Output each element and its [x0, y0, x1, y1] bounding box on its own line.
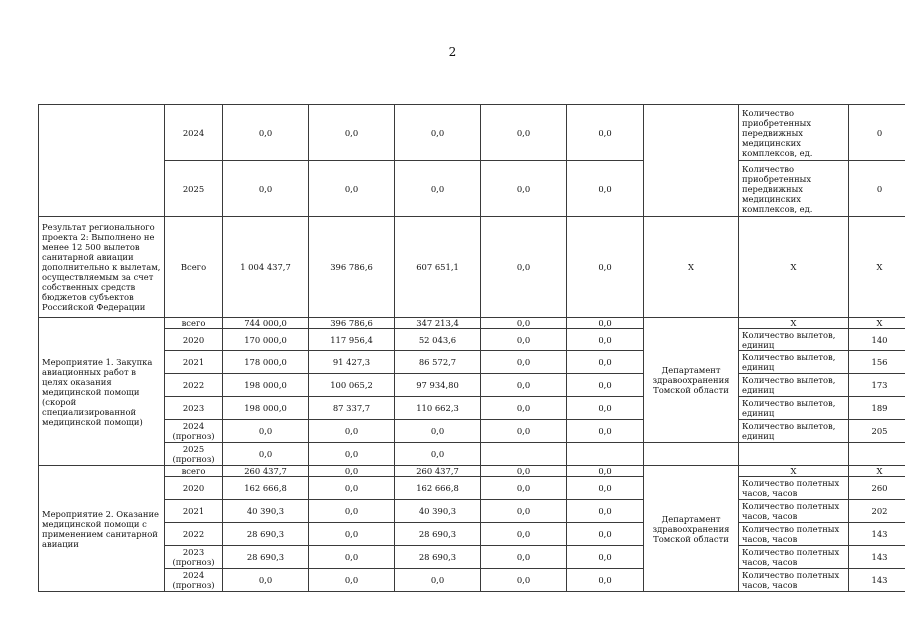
regional-cell: 40 390,3	[395, 500, 481, 523]
federal-cell: 396 786,6	[309, 217, 395, 318]
regional-cell: 52 043,6	[395, 329, 481, 351]
department-cell	[644, 105, 739, 217]
federal-cell: 87 337,7	[309, 397, 395, 420]
federal-cell: 0,0	[309, 466, 395, 477]
value-cell: 0	[849, 105, 905, 161]
regional-cell: 607 651,1	[395, 217, 481, 318]
local-cell: 0,0	[481, 105, 567, 161]
year-cell: 2021	[165, 500, 223, 523]
year-cell: 2020	[165, 329, 223, 351]
regional-cell: 260 437,7	[395, 466, 481, 477]
total-cell: 1 004 437,7	[223, 217, 309, 318]
extra-cell: 0,0	[567, 105, 644, 161]
local-cell: 0,0	[481, 329, 567, 351]
total-cell: 28 690,3	[223, 546, 309, 569]
year-cell: 2024 (прогноз)	[165, 420, 223, 443]
regional-cell: 0,0	[395, 161, 481, 217]
regional-cell: 0,0	[395, 420, 481, 443]
value-cell: 0	[849, 161, 905, 217]
value-cell: X	[849, 217, 905, 318]
indicator-cell: Количество полетных часов, часов	[739, 523, 849, 546]
total-cell: 260 437,7	[223, 466, 309, 477]
value-cell: 156	[849, 351, 905, 374]
local-cell: 0,0	[481, 351, 567, 374]
federal-cell: 0,0	[309, 569, 395, 592]
extra-cell: 0,0	[567, 477, 644, 500]
extra-cell	[567, 443, 644, 466]
value-cell	[849, 443, 905, 466]
extra-cell: 0,0	[567, 500, 644, 523]
year-cell: 2024 (прогноз)	[165, 569, 223, 592]
value-cell: 202	[849, 500, 905, 523]
table-row	[39, 351, 905, 374]
year-cell: всего	[165, 466, 223, 477]
value-cell: 140	[849, 329, 905, 351]
year-cell: 2025 (прогноз)	[165, 443, 223, 466]
table-row	[39, 523, 905, 546]
row-description	[39, 105, 165, 217]
federal-cell: 396 786,6	[309, 318, 395, 329]
federal-cell: 100 065,2	[309, 374, 395, 397]
value-cell: 143	[849, 546, 905, 569]
federal-cell: 0,0	[309, 546, 395, 569]
table-row	[39, 318, 905, 329]
indicator-cell: X	[739, 217, 849, 318]
federal-cell: 0,0	[309, 443, 395, 466]
year-cell: всего	[165, 318, 223, 329]
regional-cell: 28 690,3	[395, 546, 481, 569]
local-cell: 0,0	[481, 523, 567, 546]
indicator-cell: Количество вылетов, единиц	[739, 397, 849, 420]
local-cell: 0,0	[481, 500, 567, 523]
year-cell: 2025	[165, 161, 223, 217]
regional-cell: 0,0	[395, 443, 481, 466]
regional-cell: 162 666,8	[395, 477, 481, 500]
year-cell: 2023 (прогноз)	[165, 546, 223, 569]
table-row	[39, 466, 905, 477]
regional-cell: 86 572,7	[395, 351, 481, 374]
indicator-cell: Количество приобретенных передвижных медицинских комплексов, ед.	[739, 105, 849, 161]
table-row	[39, 569, 905, 592]
table-row	[39, 374, 905, 397]
department-cell	[644, 443, 739, 466]
extra-cell: 0,0	[567, 351, 644, 374]
total-cell: 0,0	[223, 420, 309, 443]
table-row	[39, 477, 905, 500]
year-cell: 2022	[165, 523, 223, 546]
year-cell: 2023	[165, 397, 223, 420]
indicator-cell	[739, 443, 849, 466]
extra-cell: 0,0	[567, 523, 644, 546]
local-cell: 0,0	[481, 318, 567, 329]
table-row	[39, 161, 905, 217]
table-row	[39, 546, 905, 569]
local-cell: 0,0	[481, 217, 567, 318]
budget-table	[38, 104, 905, 592]
value-cell: 205	[849, 420, 905, 443]
total-cell: 170 000,0	[223, 329, 309, 351]
indicator-cell: Количество полетных часов, часов	[739, 569, 849, 592]
indicator-cell: Количество полетных часов, часов	[739, 546, 849, 569]
regional-cell: 28 690,3	[395, 523, 481, 546]
extra-cell: 0,0	[567, 374, 644, 397]
local-cell: 0,0	[481, 420, 567, 443]
extra-cell: 0,0	[567, 546, 644, 569]
regional-cell: 0,0	[395, 569, 481, 592]
department-cell: Департамент здравоохранения Томской области	[644, 318, 739, 443]
value-cell: 189	[849, 397, 905, 420]
federal-cell: 0,0	[309, 500, 395, 523]
extra-cell: 0,0	[567, 318, 644, 329]
year-cell: 2020	[165, 477, 223, 500]
table-row	[39, 500, 905, 523]
year-cell: Всего	[165, 217, 223, 318]
total-cell: 0,0	[223, 105, 309, 161]
indicator-cell: Количество приобретенных передвижных медицинских комплексов, ед.	[739, 161, 849, 217]
federal-cell: 91 427,3	[309, 351, 395, 374]
year-cell: 2024	[165, 105, 223, 161]
indicator-cell: Количество вылетов, единиц	[739, 420, 849, 443]
total-cell: 28 690,3	[223, 523, 309, 546]
total-cell: 198 000,0	[223, 374, 309, 397]
row-description: Мероприятие 1. Закупка авиационных работ в целях оказания медицинской помощи (скорой специализированной медицинской помощи)	[39, 318, 165, 466]
value-cell: X	[849, 466, 905, 477]
value-cell: 260	[849, 477, 905, 500]
table-row	[39, 420, 905, 443]
total-cell: 178 000,0	[223, 351, 309, 374]
indicator-cell: Количество полетных часов, часов	[739, 500, 849, 523]
local-cell: 0,0	[481, 466, 567, 477]
extra-cell: 0,0	[567, 329, 644, 351]
extra-cell: 0,0	[567, 161, 644, 217]
value-cell: 173	[849, 374, 905, 397]
department-cell: X	[644, 217, 739, 318]
federal-cell: 0,0	[309, 477, 395, 500]
total-cell: 40 390,3	[223, 500, 309, 523]
indicator-cell: X	[739, 466, 849, 477]
extra-cell: 0,0	[567, 420, 644, 443]
table-row	[39, 217, 905, 318]
row-description: Мероприятие 2. Оказание медицинской помощи с применением санитарной авиации	[39, 466, 165, 592]
federal-cell: 0,0	[309, 161, 395, 217]
table-row	[39, 397, 905, 420]
total-cell: 162 666,8	[223, 477, 309, 500]
value-cell: X	[849, 318, 905, 329]
page-number: 2	[448, 45, 457, 59]
department-cell: Департамент здравоохранения Томской области	[644, 466, 739, 592]
local-cell: 0,0	[481, 477, 567, 500]
row-description: Результат регионального проекта 2: Выполнено не менее 12 500 вылетов санитарной авиации дополнительно к вылетам, осуществляемым за счет собственных средств бюджетов субъектов Российской Федерации	[39, 217, 165, 318]
local-cell: 0,0	[481, 374, 567, 397]
extra-cell: 0,0	[567, 217, 644, 318]
regional-cell: 110 662,3	[395, 397, 481, 420]
indicator-cell: Количество вылетов, единиц	[739, 351, 849, 374]
indicator-cell: Количество вылетов, единиц	[739, 329, 849, 351]
extra-cell: 0,0	[567, 397, 644, 420]
federal-cell: 0,0	[309, 420, 395, 443]
local-cell: 0,0	[481, 546, 567, 569]
total-cell: 0,0	[223, 443, 309, 466]
year-cell: 2022	[165, 374, 223, 397]
table-row	[39, 105, 905, 161]
table-row	[39, 443, 905, 466]
year-cell: 2021	[165, 351, 223, 374]
federal-cell: 0,0	[309, 523, 395, 546]
local-cell: 0,0	[481, 569, 567, 592]
federal-cell: 117 956,4	[309, 329, 395, 351]
value-cell: 143	[849, 523, 905, 546]
indicator-cell: X	[739, 318, 849, 329]
indicator-cell: Количество вылетов, единиц	[739, 374, 849, 397]
total-cell: 744 000,0	[223, 318, 309, 329]
table-row	[39, 329, 905, 351]
local-cell	[481, 443, 567, 466]
total-cell: 0,0	[223, 161, 309, 217]
local-cell: 0,0	[481, 161, 567, 217]
regional-cell: 0,0	[395, 105, 481, 161]
extra-cell: 0,0	[567, 466, 644, 477]
value-cell: 143	[849, 569, 905, 592]
federal-cell: 0,0	[309, 105, 395, 161]
regional-cell: 97 934,80	[395, 374, 481, 397]
regional-cell: 347 213,4	[395, 318, 481, 329]
total-cell: 198 000,0	[223, 397, 309, 420]
local-cell: 0,0	[481, 397, 567, 420]
indicator-cell: Количество полетных часов, часов	[739, 477, 849, 500]
extra-cell: 0,0	[567, 569, 644, 592]
total-cell: 0,0	[223, 569, 309, 592]
